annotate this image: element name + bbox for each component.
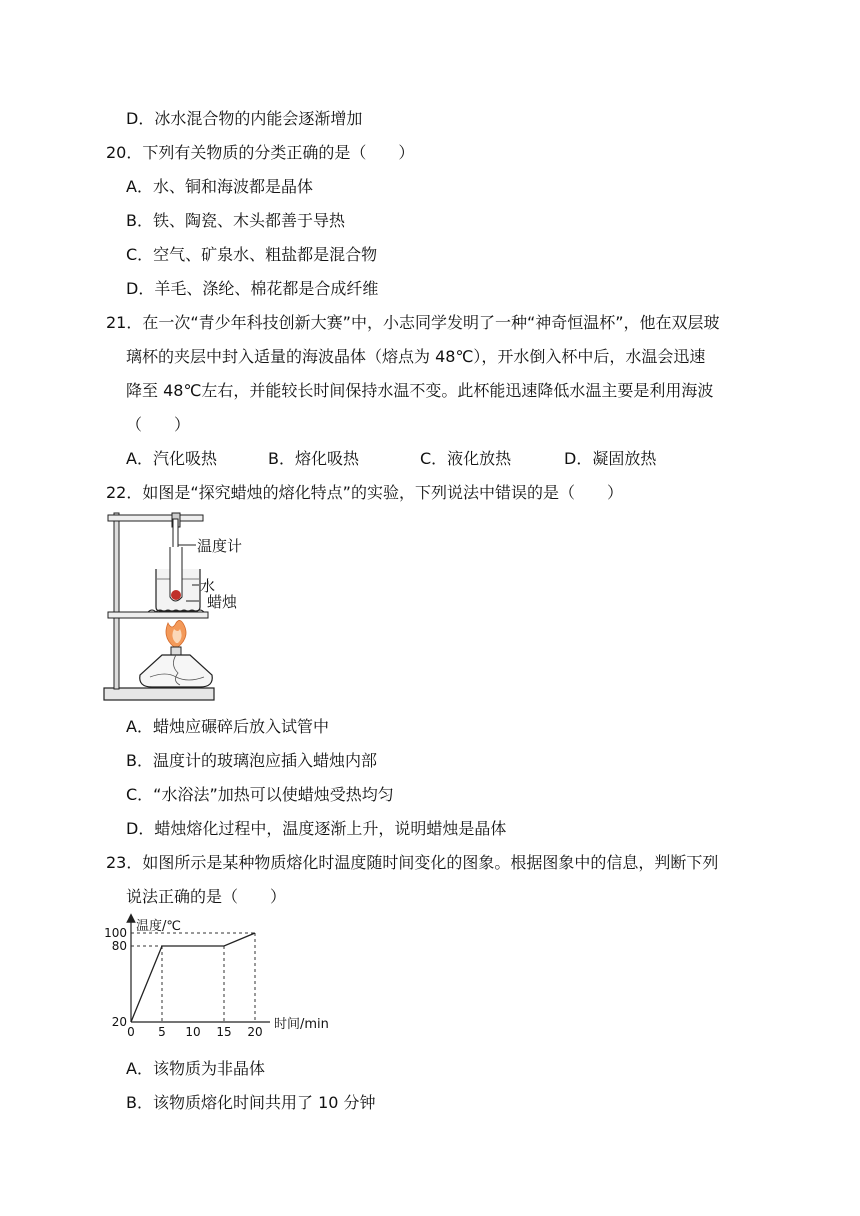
- q20-option-d: D．羊毛、涤纶、棉花都是合成纤维: [126, 279, 379, 298]
- q23-stem-line2: 说法正确的是（ ）: [126, 887, 287, 906]
- y-axis-label: 温度/℃: [136, 919, 181, 934]
- q22-option-d: D．蜡烛熔化过程中，温度逐渐上升，说明蜡烛是晶体: [126, 819, 507, 838]
- q22-option-b: B．温度计的玻璃泡应插入蜡烛内部: [126, 751, 377, 770]
- candle-label: 蜡烛: [207, 593, 238, 611]
- y-tick-label: 100: [104, 926, 127, 940]
- q21-stem-line3: 降至 48℃左右，并能较长时间保持水温不变。此杯能迅速降低水温主要是利用海波: [126, 381, 714, 400]
- y-tick-label: 20: [111, 1015, 127, 1029]
- x-tick-label: 10: [185, 1025, 201, 1039]
- x-tick-label: 15: [216, 1025, 232, 1039]
- water-label: 水: [200, 577, 216, 595]
- temperature-time-chart: [104, 912, 336, 1044]
- candle-wax: [171, 590, 181, 600]
- q19-option-d: D．冰水混合物的内能会逐渐增加: [126, 109, 363, 128]
- q22-option-c: C．“水浴法”加热可以使蜡烛受热均匀: [126, 785, 394, 804]
- q22-option-a: A．蜡烛应碾碎后放入试管中: [126, 717, 329, 736]
- y-tick-label: 80: [111, 939, 127, 953]
- q20-stem: 20．下列有关物质的分类正确的是（ ）: [106, 143, 415, 162]
- q20-option-a: A．水、铜和海波都是晶体: [126, 177, 313, 196]
- q21-options: [0, 449, 860, 469]
- q21-option-b: B．熔化吸热: [268, 449, 359, 468]
- q23-option-b: B．该物质熔化时间共用了 10 分钟: [126, 1093, 376, 1112]
- q21-option-c: C．液化放热: [420, 449, 512, 468]
- x-tick-label: 5: [158, 1025, 166, 1039]
- q20-option-b: B．铁、陶瓷、木头都善于导热: [126, 211, 345, 230]
- q20-option-c: C．空气、矿泉水、粗盐都是混合物: [126, 245, 378, 264]
- q21-option-d: D．凝固放热: [564, 449, 657, 468]
- candle-melting-apparatus-figure: [100, 505, 260, 710]
- q21-stem-line1: 21．在一次“青少年科技创新大赛”中，小志同学发明了一种“神奇恒温杯”，他在双层玻: [106, 313, 720, 332]
- q23-option-a: A．该物质为非晶体: [126, 1059, 265, 1078]
- q22-stem: 22．如图是“探究蜡烛的熔化特点”的实验，下列说法中错误的是（ ）: [106, 483, 623, 502]
- thermometer-label: 温度计: [197, 537, 243, 555]
- q21-option-a: A．汽化吸热: [126, 449, 217, 468]
- q21-stem-line4: （ ）: [126, 415, 191, 434]
- q23-stem-line1: 23．如图所示是某种物质熔化时温度随时间变化的图象。根据图象中的信息，判断下列: [106, 853, 719, 872]
- q21-stem-line2: 璃杯的夹层中封入适量的海波晶体（熔点为 48℃），开水倒入杯中后，水温会迅速: [126, 347, 706, 366]
- x-tick-label: 20: [247, 1025, 263, 1039]
- x-axis-label: 时间/min: [274, 1017, 329, 1032]
- x-tick-label: 0: [127, 1025, 135, 1039]
